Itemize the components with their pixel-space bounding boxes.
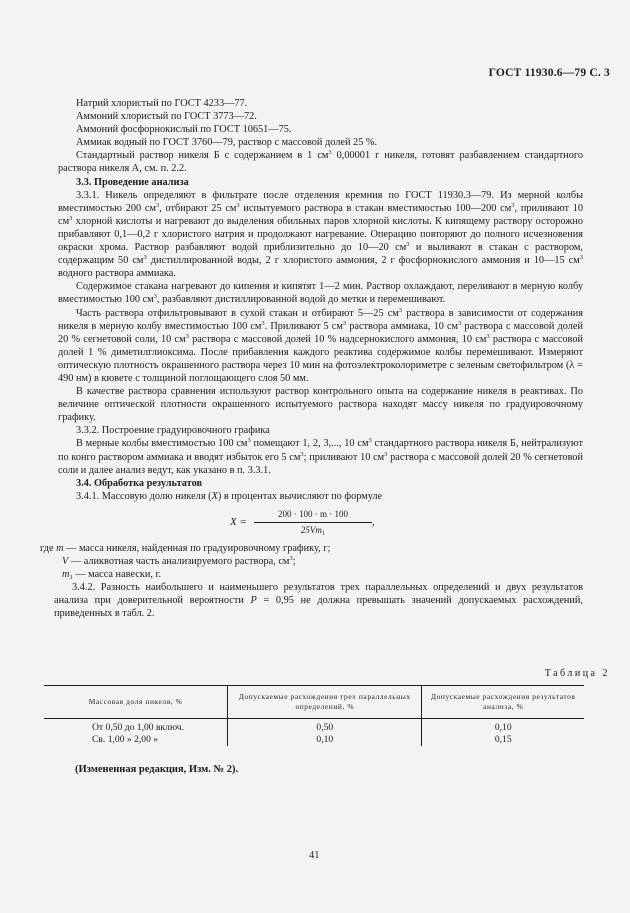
formula — [58, 508, 583, 538]
paragraph-boil: Содержимое стакана нагревают до кипения и кипятят 1—2 мин. Раствор охлаждают, переливают в мерную колбу вместимостью 100 $см^3$, разбавляют дистиллированной водой до метки и перемешивают. — [58, 281, 583, 306]
table-cell-parallel: 0,10 — [228, 734, 422, 746]
paragraph-3-3-1: 3.3.1. Никель определяют в фильтрате после отделения кремния по ГОСТ 11930.3—79. Из мерной колбы вместимостью 200 $см^3$, отбирают 25 $см^3$ испытуемого раствора в стакан вместимостью 100—200 $см^3$, приливают 10 $см^3$ хлорной кислоты и нагревают до выделения обильных паров хлорной кислоты. К кипящему раствору осторожно прибавляют 0,1—0,2 г хлористого натрия и продолжают нагревание. Операцию повторяют до полного исчезновения окраски хрома. Раствор разбавляют водой приблизительно до 10—20 $см^3$ и выливают в стакан с раствором, содержащим 50 $см^3$ дистиллированной воды, 2 г хлористого аммония, 2 г фосфорнокислого аммония и 10—15 $см^3$ водного раствора аммиака. — [58, 189, 584, 280]
formula-denominator: $25Vm_1$ — [300, 525, 326, 537]
paragraph-3-3-2-title: 3.3.2. Построение градуировочного графика — [76, 425, 270, 437]
formula-fraction — [254, 508, 372, 537]
reagent-line: Аммоний фосфорнокислый по ГОСТ 10651—75. — [76, 124, 292, 136]
paragraph-3-4-1: 3.4.1. Массовую долю никеля (X) в процентах вычисляют по формуле — [76, 490, 383, 502]
table-cell-results: 0,15 — [422, 734, 584, 746]
paragraph-reference: В качестве раствора сравнения используют раствор контрольного опыта на содержание никеля в реактивах. По величине оптической плотности окрашенного испытуемого раствора находят массу никеля по градуировочному графику. — [58, 386, 583, 424]
table-header-row — [44, 686, 584, 719]
main-text — [40, 97, 584, 620]
formula-numerator: 200 · 100 · m · 100 — [254, 508, 372, 523]
definitions — [40, 542, 583, 582]
paragraph-3-4-2: 3.4.2. Разность наибольшего и наименьшего результатов трех параллельных определений и двух результатов анализа при доверительной вероятности P = 0,95 не должна превышать значений допускаемых расхождений, приведенных в табл. 2. — [54, 582, 583, 620]
definition-m: где m — масса никеля, найденная по градуировочному графику, г; — [40, 542, 331, 554]
table-header-cell: Допускаемые расхождения трех параллельных определений, % — [228, 686, 422, 719]
table-cell-results: 0,10 — [422, 719, 584, 735]
formula-lhs: X = — [230, 515, 247, 528]
reagent-line: Аммоний хлористый по ГОСТ 3773—72. — [76, 111, 257, 123]
table-cell-range: От 0,50 до 1,00 включ. — [92, 722, 184, 733]
table-caption: Таблица 2 — [544, 668, 610, 679]
paragraph-3-3-2: В мерные колбы вместимостью 100 $см^3$ помещают 1, 2, 3,..., 10 $см^3$ стандартного раствора никеля Б, нейтрализуют по конго раствором аммиака и вводят избыток его 5 $см^3$; приливают 10 $см^3$ раствора с массовой долей 20 % сегнетовой соли и далее анализ ведут, как указано в п. 3.3.1. — [58, 437, 584, 476]
table-row — [44, 734, 584, 746]
table-cell-range: Св. 1,00 » 2,00 » — [92, 734, 159, 745]
running-header: ГОСТ 11930.6—79 С. 3 — [488, 67, 610, 79]
definition-v: V — аликвотная часть анализируемого раствора, $см^3$; — [62, 555, 296, 567]
table-header-cell: Массовая доля никеля, % — [44, 686, 228, 719]
definition-m1: $m_1$ — масса навески, г. — [62, 569, 162, 582]
formula-tail: , — [372, 515, 375, 528]
section-heading: 3.3. Проведение анализа — [76, 176, 189, 188]
table-row — [44, 719, 584, 735]
paragraph-part: Часть раствора отфильтровывают в сухой стакан и отбирают 5—25 $см^3$ раствора в зависимости от содержания никеля в мерную колбу вместимостью 100 $см^3$. Приливают 5 $см^3$ раствора аммиака, 10 $см^3$ раствора с массовой долей 20 % сегнетовой соли, 10 $см^3$ раствора с массовой долей 10 % надсернокислого аммония, 10 $см^3$ раствора с массовой долей 1 % диметилглиоксима. После прибавления каждого реактива содержимое колбы перемешивают. Измеряют оптическую плотность окрашенного раствора через 10 мин на фотоэлектроколориметре с зеленым светофильтром (λ = 490 нм) в кювете с толщиной поглощающего слоя 50 мм. — [58, 306, 584, 384]
reagent-line: Натрий хлористый по ГОСТ 4233—77. — [76, 98, 248, 109]
table-cell-parallel: 0,50 — [228, 719, 422, 735]
table-header-cell: Допускаемые расхождения результатов анализа, % — [422, 686, 584, 719]
reagent-line: Аммиак водный по ГОСТ 3760—79, раствор с массовой долей 25 %. — [76, 137, 378, 149]
tolerance-table — [44, 685, 584, 746]
section-heading: 3.4. Обработка результатов — [76, 477, 203, 489]
standard-solution-paragraph: Стандартный раствор никеля Б с содержанием в 1 $см^3$ 0,00001 г никеля, готовят разбавлением стандартного раствора никеля А, см. п. 2.2. — [58, 149, 583, 175]
page-number: 41 — [309, 850, 320, 861]
revision-note: (Измененная редакция, Изм. № 2). — [75, 764, 239, 775]
